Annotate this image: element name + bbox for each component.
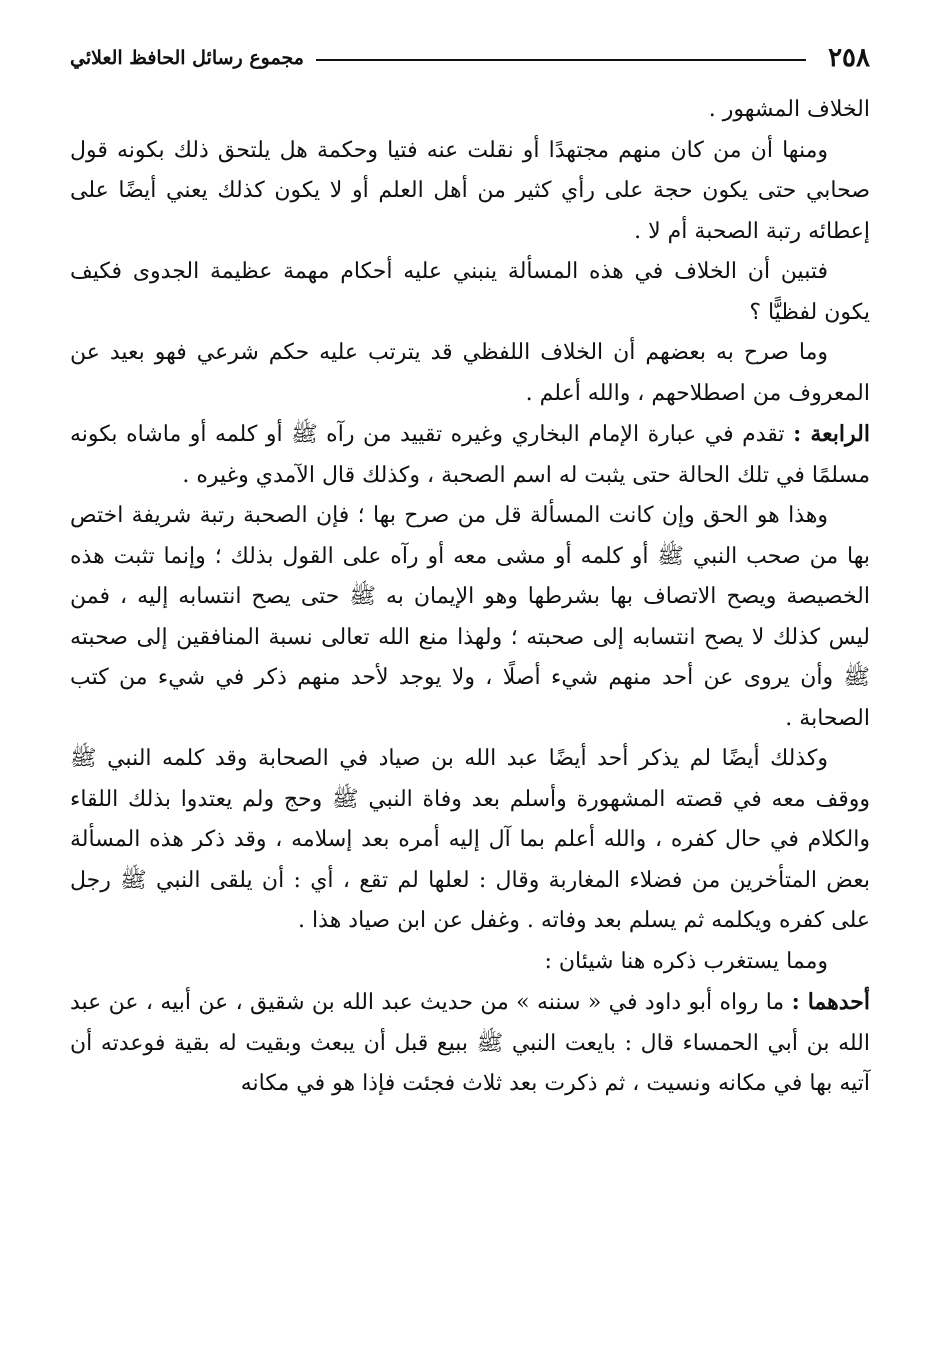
paragraph xyxy=(70,982,870,1105)
paragraph xyxy=(70,252,870,333)
paragraph xyxy=(70,414,870,496)
paragraph-text: وما صرح به بعضهم أن الخلاف اللفظي قد يترتب عليه حكم شرعي فهو بعيد عن المعروف من اصطلاحهم ، والله أعلم . xyxy=(70,340,870,406)
paragraph xyxy=(70,942,870,983)
paragraph-text: ما رواه أبو داود في « سننه » من حديث عبد الله بن شقيق ، عن أبيه ، عن عبد الله بن أبي الحمساء قال : بايعت النبي ﷺ ببيع قبل أن يبعث وبقيت له بقية فوعدته أن آتيه بها في مكانه ونسيت ، ثم ذكرت بعد ثلاث فجئت فإذا هو في مكانه xyxy=(70,990,870,1096)
page-number: ٢٥٨ xyxy=(828,43,870,73)
paragraph xyxy=(70,333,870,414)
paragraph-text: تقدم في عبارة الإمام البخاري وغيره تقييد من رآه ﷺ أو كلمه أو ماشاه بكونه مسلمًا في تلك الحالة حتى يثبت له اسم الصحبة ، وكذلك قال الآمدي وغيره . xyxy=(70,422,870,488)
paragraph-text: ومنها أن من كان منهم مجتهدًا أو نقلت عنه فتيا وحكمة هل يلتحق ذلك بكونه قول صحابي حتى يكون حجة على رأي كثير من أهل العلم أو لا يكون كذلك يعني أيضًا على إعطائه رتبة الصحبة أم لا . xyxy=(70,137,870,244)
paragraph xyxy=(70,131,870,253)
body-text xyxy=(70,90,870,1105)
paragraph xyxy=(70,90,870,131)
paragraph-text: وكذلك أيضًا لم يذكر أحد أيضًا عبد الله بن صياد في الصحابة وقد كلمه النبي ﷺ ووقف معه في قصته المشهورة وأسلم بعد وفاة النبي ﷺ وحج ولم يعتدوا بذلك اللقاء والكلام في حال كفره ، والله أعلم بما آل إليه أمره بعد إسلامه ، وقد ذكر هذه المسألة بعض المتأخرين من فضلاء المغاربة وقال : لعلها لم تقع ، أي : أن يلقى النبي ﷺ رجل على كفره ويكلمه ثم يسلم بعد وفاته . وغفل عن ابن صياد هذا . xyxy=(70,746,870,933)
book-page xyxy=(70,40,870,1330)
paragraph xyxy=(70,739,870,942)
book-title: مجموع رسائل الحافظ العلائي xyxy=(70,47,304,69)
paragraph-text: الخلاف المشهور . xyxy=(708,97,870,122)
running-header xyxy=(70,40,870,76)
paragraph-text: فتبين أن الخلاف في هذه المسألة ينبني عليه أحكام مهمة عظيمة الجدوى فكيف يكون لفظيًّا ؟ xyxy=(70,259,870,325)
paragraph-text: ومما يستغرب ذكره هنا شيئان : xyxy=(544,948,828,974)
header-rule xyxy=(316,59,806,61)
paragraph xyxy=(70,496,870,739)
paragraph-text: وهذا هو الحق وإن كانت المسألة قل من صرح بها ؛ فإن الصحبة رتبة شريفة اختص بها من صحب النبي ﷺ أو كلمه أو مشى معه أو رآه على القول بذلك ؛ وإنما تثبت هذه الخصيصة ويصح الاتصاف بها بشرطها وهو الإيمان به ﷺ حتى يصح انتسابه إليه ، فمن ليس كذلك لا يصح انتسابه إلى صحبته ؛ ولهذا منع الله تعالى نسبة المنافقين إلى صحبته ﷺ وأن يروى عن أحد منهم شيء أصلًا ، ولا يوجد لأحد منهم ذكر في شيء من كتب الصحابة . xyxy=(70,503,870,731)
section-heading: أحدهما : xyxy=(791,989,870,1015)
section-heading: الرابعة : xyxy=(793,421,870,447)
